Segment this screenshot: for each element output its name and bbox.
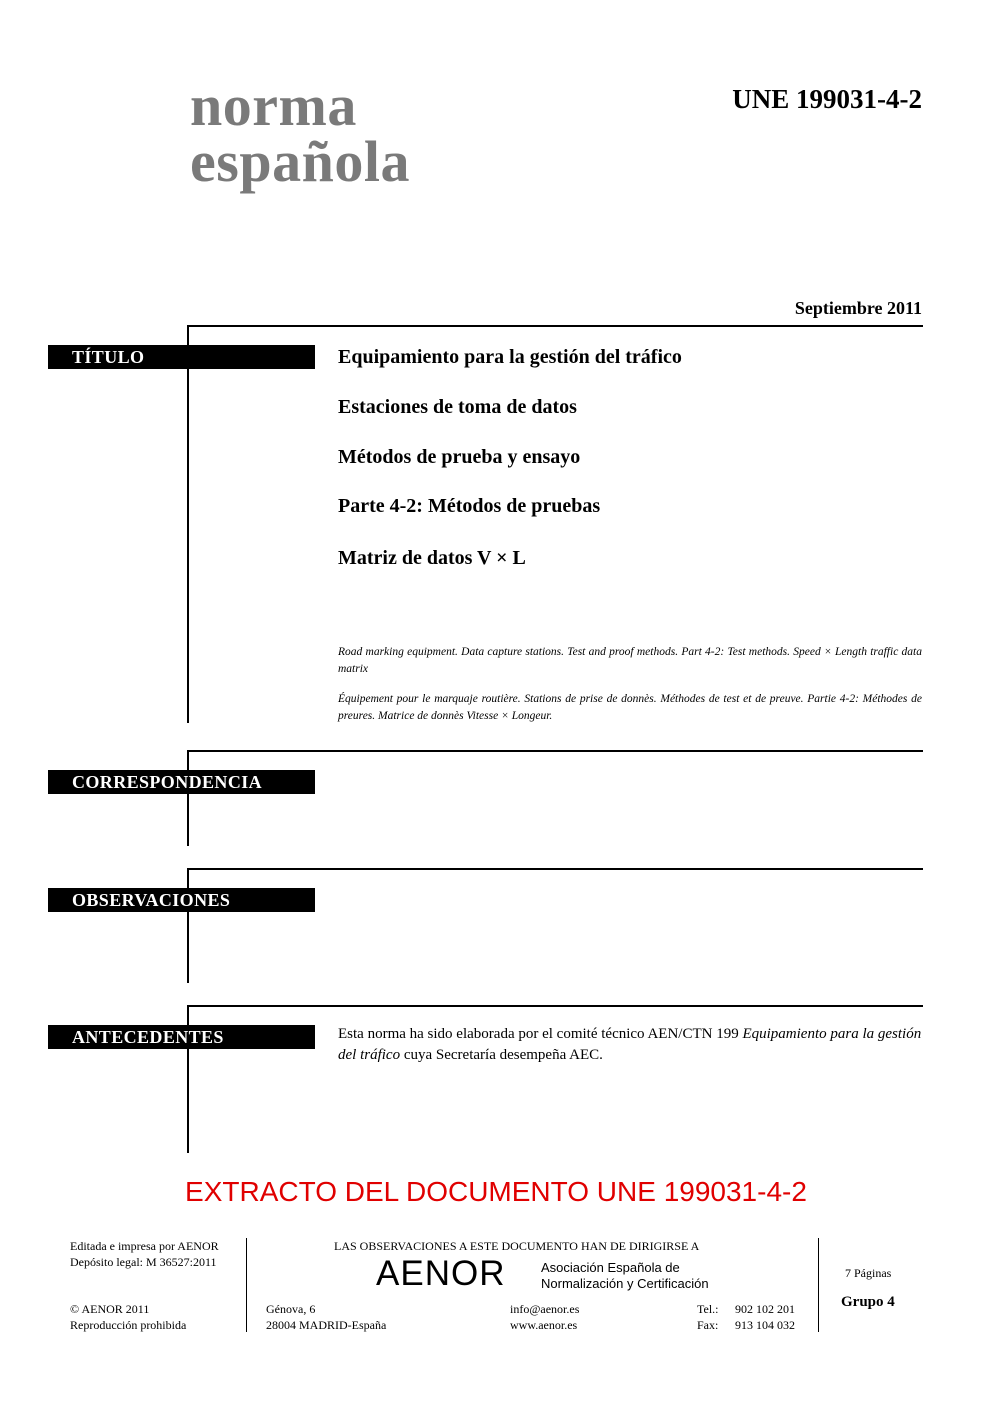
fax-label: Fax: bbox=[697, 1318, 719, 1332]
footer-edition-info bbox=[70, 1238, 219, 1270]
title-line-5: Matriz de datos V × L bbox=[338, 547, 526, 569]
footer-phone-numbers bbox=[735, 1301, 795, 1333]
legal-deposit: Depósito legal: M 36527:2011 bbox=[70, 1255, 217, 1269]
observaciones-top-rule bbox=[187, 868, 923, 870]
english-title: Road marking equipment. Data capture stations. Test and proof methods. Part 4-2: Test methods. Speed × Length traffic data matrix bbox=[338, 646, 922, 675]
title-line-4: Parte 4-2: Métodos de pruebas bbox=[338, 495, 601, 517]
city-address: 28004 MADRID-España bbox=[266, 1318, 387, 1332]
title-line-3: Métodos de prueba y ensayo bbox=[338, 446, 581, 468]
observations-note: LAS OBSERVACIONES A ESTE DOCUMENTO HAN DE DIRIGIRSE A bbox=[334, 1239, 700, 1253]
antecedentes-text bbox=[338, 1024, 924, 1066]
fax-number: 913 104 032 bbox=[735, 1318, 795, 1332]
titulo-top-rule bbox=[187, 325, 923, 327]
brand-title bbox=[190, 73, 410, 194]
titulo-left-rule bbox=[187, 325, 189, 723]
footer-address bbox=[266, 1301, 386, 1333]
footer-divider-left bbox=[246, 1238, 247, 1332]
committee-name: Equipamiento para la gestión del tráfico bbox=[338, 1026, 922, 1063]
page-count: 7 Páginas bbox=[845, 1266, 892, 1280]
copyright: © AENOR 2011 bbox=[70, 1302, 150, 1316]
aenor-logo-subtitle bbox=[541, 1260, 709, 1292]
correspondencia-top-rule bbox=[187, 750, 923, 752]
standard-code: UNE 199031-4-2 bbox=[732, 84, 922, 114]
edited-by: Editada e impresa por AENOR bbox=[70, 1239, 219, 1253]
aenor-sub-line-1: Asociación Española de bbox=[541, 1260, 680, 1275]
observaciones-label: OBSERVACIONES bbox=[48, 888, 315, 912]
observaciones-left-rule bbox=[187, 868, 189, 983]
antecedentes-label: ANTECEDENTES bbox=[48, 1025, 315, 1049]
correspondencia-left-rule bbox=[187, 750, 189, 846]
footer-copyright-info bbox=[70, 1301, 186, 1333]
antecedentes-text-end: cuya Secretaría desempeña AEC. bbox=[400, 1047, 603, 1063]
web-link[interactable]: www.aenor.es bbox=[510, 1318, 578, 1332]
footer-contact-online bbox=[510, 1301, 579, 1333]
antecedentes-top-rule bbox=[187, 1005, 923, 1007]
aenor-sub-line-2: Normalización y Certificación bbox=[541, 1276, 709, 1291]
titulo-label: TÍTULO bbox=[48, 345, 315, 369]
aenor-logo: AENOR bbox=[376, 1254, 506, 1293]
antecedentes-text-start: Esta norma ha sido elaborada por el comité técnico AEN/CTN 199 bbox=[338, 1026, 743, 1042]
brand-line-2: española bbox=[190, 129, 410, 194]
footer-divider-right bbox=[818, 1238, 819, 1332]
tel-number: 902 102 201 bbox=[735, 1302, 795, 1316]
brand-line-1: norma bbox=[190, 73, 357, 138]
reproduction-notice: Reproducción prohibida bbox=[70, 1318, 187, 1332]
title-line-2: Estaciones de toma de datos bbox=[338, 396, 577, 418]
price-group: Grupo 4 bbox=[841, 1294, 895, 1310]
tel-label: Tel.: bbox=[697, 1302, 719, 1316]
correspondencia-label: CORRESPONDENCIA bbox=[48, 770, 315, 794]
publication-date: Septiembre 2011 bbox=[794, 298, 922, 318]
extract-notice: EXTRACTO DEL DOCUMENTO UNE 199031-4-2 bbox=[185, 1176, 807, 1207]
french-title: Équipement pour le marquaje routière. Stations de prise de donnès. Méthodes de test et de preuve. Partie 4-2: Méthodes de preures. Matrice de donnès Vitesse × Longeur. bbox=[338, 693, 922, 722]
email-link[interactable]: info@aenor.es bbox=[510, 1302, 580, 1316]
street-address: Génova, 6 bbox=[266, 1302, 316, 1316]
title-line-1: Equipamiento para la gestión del tráfico bbox=[338, 346, 682, 368]
footer-phone-labels bbox=[697, 1301, 719, 1333]
